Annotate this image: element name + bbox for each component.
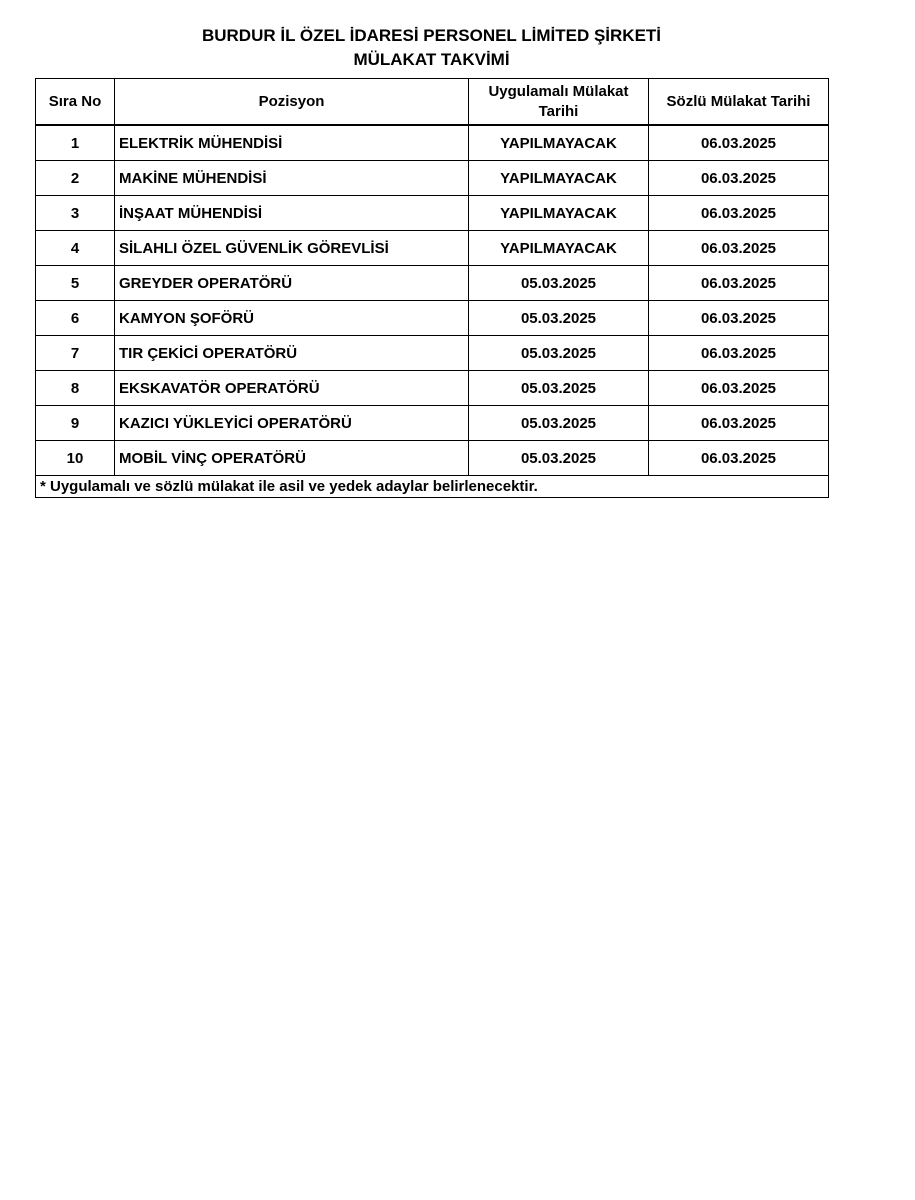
row-practical-date: 05.03.2025 xyxy=(469,441,649,476)
header-no: Sıra No xyxy=(36,79,115,126)
row-practical-date: YAPILMAYACAK xyxy=(469,196,649,231)
row-number: 5 xyxy=(36,266,115,301)
row-position: MAKİNE MÜHENDİSİ xyxy=(115,161,469,196)
document-title: BURDUR İL ÖZEL İDARESİ PERSONEL LİMİTED ŞİRKETİ xyxy=(201,26,662,45)
table-row xyxy=(36,231,829,266)
row-position: EKSKAVATÖR OPERATÖRÜ xyxy=(115,371,469,406)
header-practical-date: Uygulamalı Mülakat Tarihi xyxy=(469,79,649,126)
row-practical-date: YAPILMAYACAK xyxy=(469,125,649,161)
row-oral-date: 06.03.2025 xyxy=(649,441,829,476)
header-oral-date: Sözlü Mülakat Tarihi xyxy=(649,79,829,126)
row-position: MOBİL VİNÇ OPERATÖRÜ xyxy=(115,441,469,476)
row-oral-date: 06.03.2025 xyxy=(649,161,829,196)
row-number: 4 xyxy=(36,231,115,266)
row-number: 7 xyxy=(36,336,115,371)
row-oral-date: 06.03.2025 xyxy=(649,196,829,231)
row-oral-date: 06.03.2025 xyxy=(649,125,829,161)
header-position: Pozisyon xyxy=(115,79,469,126)
table-header-row xyxy=(36,79,829,126)
row-oral-date: 06.03.2025 xyxy=(649,406,829,441)
table-row xyxy=(36,125,829,161)
row-number: 9 xyxy=(36,406,115,441)
row-number: 6 xyxy=(36,301,115,336)
table-row xyxy=(36,161,829,196)
footnote-row xyxy=(36,476,829,498)
table-row xyxy=(36,336,829,371)
row-number: 1 xyxy=(36,125,115,161)
row-position: KAMYON ŞOFÖRÜ xyxy=(115,301,469,336)
row-practical-date: 05.03.2025 xyxy=(469,336,649,371)
row-oral-date: 06.03.2025 xyxy=(649,301,829,336)
row-oral-date: 06.03.2025 xyxy=(649,266,829,301)
footnote: * Uygulamalı ve sözlü mülakat ile asil ve yedek adaylar belirlenecektir. xyxy=(36,476,829,498)
interview-schedule-table xyxy=(35,78,829,498)
row-number: 10 xyxy=(36,441,115,476)
row-practical-date: YAPILMAYACAK xyxy=(469,231,649,266)
row-position: SİLAHLI ÖZEL GÜVENLİK GÖREVLİSİ xyxy=(115,231,469,266)
row-oral-date: 06.03.2025 xyxy=(649,371,829,406)
row-number: 8 xyxy=(36,371,115,406)
row-oral-date: 06.03.2025 xyxy=(649,336,829,371)
row-practical-date: 05.03.2025 xyxy=(469,371,649,406)
row-oral-date: 06.03.2025 xyxy=(649,231,829,266)
table-row xyxy=(36,441,829,476)
table-row xyxy=(36,196,829,231)
row-position: KAZICI YÜKLEYİCİ OPERATÖRÜ xyxy=(115,406,469,441)
row-position: TIR ÇEKİCİ OPERATÖRÜ xyxy=(115,336,469,371)
document-header xyxy=(35,24,828,72)
row-position: ELEKTRİK MÜHENDİSİ xyxy=(115,125,469,161)
row-position: GREYDER OPERATÖRÜ xyxy=(115,266,469,301)
row-practical-date: 05.03.2025 xyxy=(469,406,649,441)
table-row xyxy=(36,266,829,301)
table-row xyxy=(36,371,829,406)
row-number: 3 xyxy=(36,196,115,231)
document-subtitle: MÜLAKAT TAKVİMİ xyxy=(353,50,510,69)
table-row xyxy=(36,406,829,441)
table-row xyxy=(36,301,829,336)
row-position: İNŞAAT MÜHENDİSİ xyxy=(115,196,469,231)
row-number: 2 xyxy=(36,161,115,196)
row-practical-date: YAPILMAYACAK xyxy=(469,161,649,196)
row-practical-date: 05.03.2025 xyxy=(469,301,649,336)
row-practical-date: 05.03.2025 xyxy=(469,266,649,301)
